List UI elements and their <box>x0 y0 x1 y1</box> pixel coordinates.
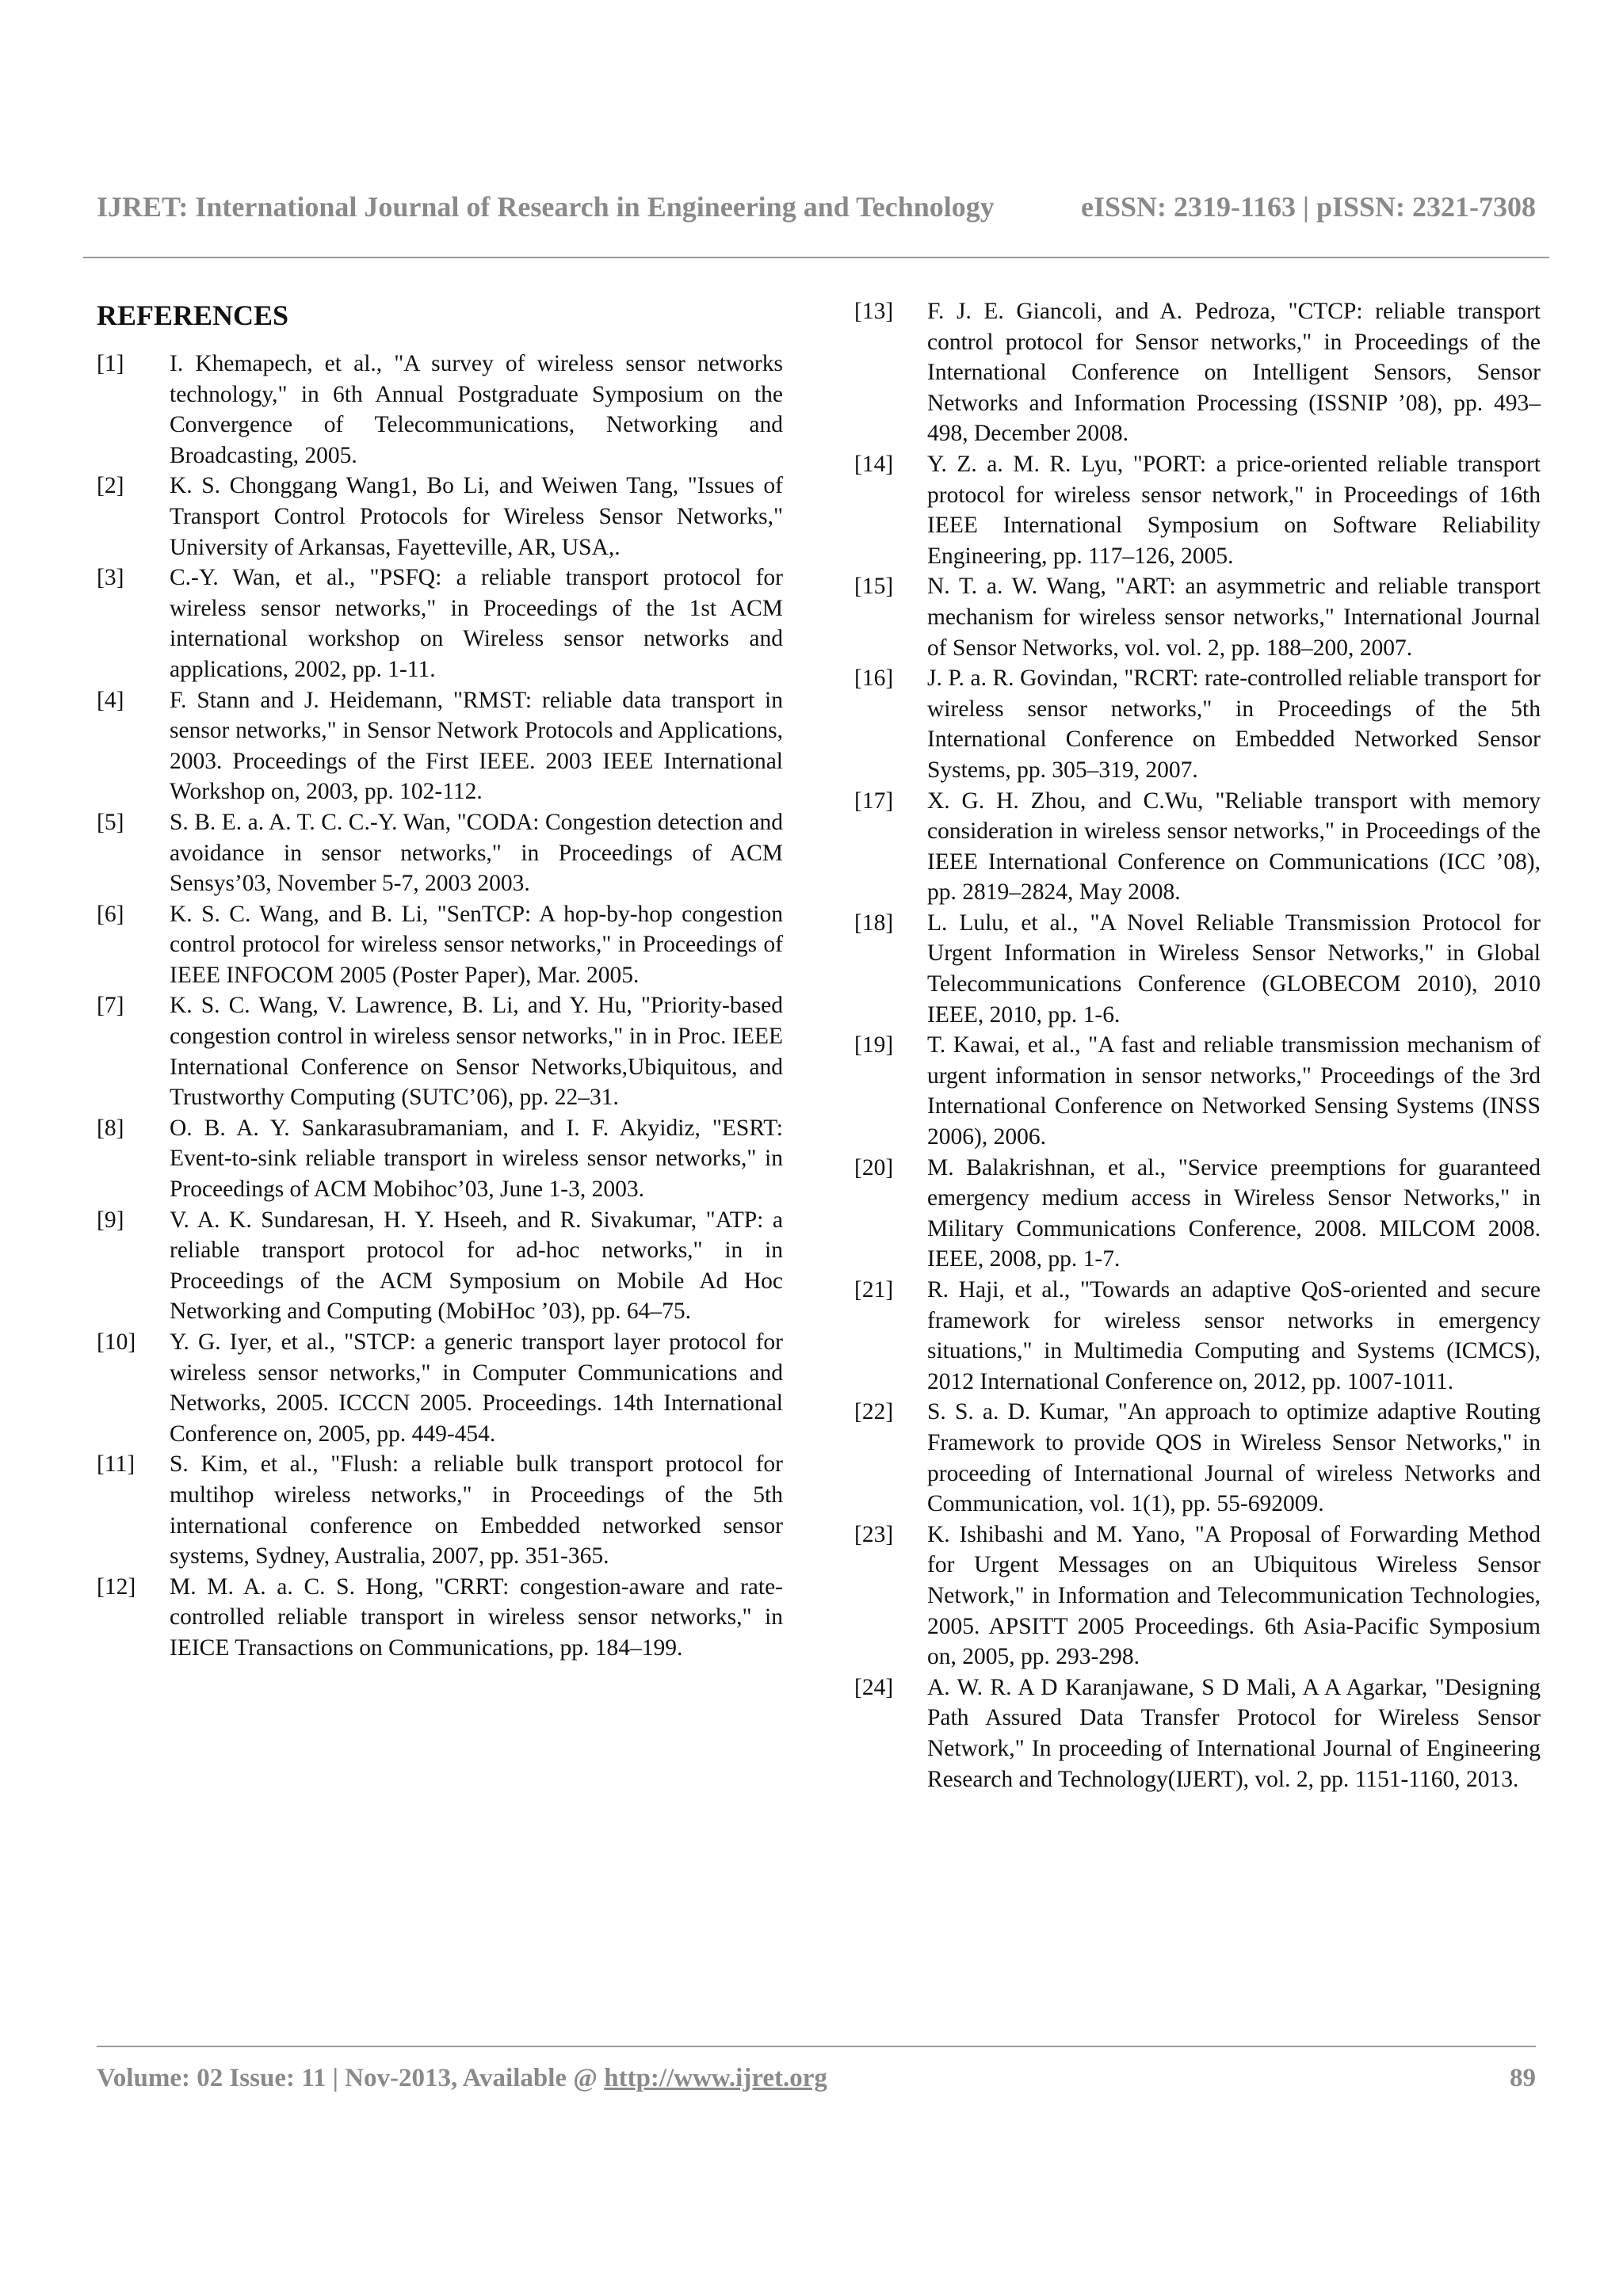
reference-text: K. S. Chonggang Wang1, Bo Li, and Weiwen Tang, "Issues of Transport Control Protocols for Wireless Sensor Networks," University of Arkansas, Fayetteville, AR, USA,. <box>170 473 783 560</box>
reference-text: I. Khemapech, et al., "A survey of wireless sensor networks technology," in 6th Annual Postgraduate Symposium on the Convergence of Telecommunications, Networking and Broadcasting, 2005. <box>170 351 783 468</box>
reference-text: X. G. H. Zhou, and C.Wu, "Reliable transport with memory consideration in wireless sensor networks," in Proceedings of the IEEE International Conference on Communications (ICC ’08), pp. 2819–2824, May 2008. <box>927 788 1541 906</box>
reference-number: [19] <box>854 1032 894 1058</box>
reference-number: [4] <box>97 687 124 713</box>
reference-item <box>97 471 783 563</box>
reference-item <box>854 786 1541 908</box>
reference-item <box>854 449 1541 571</box>
reference-text: F. J. E. Giancoli, and A. Pedroza, "CTCP: reliable transport control protocol for Sensor networks," in Proceedings of the International Conference on Intelligent Sensors, Sensor Networks and Information Processing (ISSNIP ’08), pp. 493– 498, December 2008. <box>927 299 1541 447</box>
reference-text: S. B. E. a. A. T. C. C.-Y. Wan, "CODA: Congestion detection and avoidance in sensor networks," in Proceedings of ACM Sensys’03, November 5-7, 2003 2003. <box>170 809 783 897</box>
footer-divider <box>97 2046 1536 2047</box>
reference-number: [7] <box>97 993 124 1019</box>
journal-link[interactable]: http://www.ijret.org <box>604 2064 827 2092</box>
reference-item <box>854 571 1541 663</box>
reference-number: [23] <box>854 1521 894 1547</box>
reference-text: A. W. R. A D Karanjawane, S D Mali, A A Agarkar, "Designing Path Assured Data Transfer Protocol for Wireless Sensor Network," In proceeding of International Journal of Engineering Research and Technology(IJERT), vol. 2, pp. 1151-1160, 2013. <box>927 1674 1541 1792</box>
reference-number: [13] <box>854 299 894 324</box>
reference-item <box>97 990 783 1112</box>
reference-text: M. M. A. a. C. S. Hong, "CRRT: congestion-aware and rate-controlled reliable transport in wireless sensor networks," in IEICE Transactions on Communications, pp. 184–199. <box>170 1573 783 1661</box>
reference-text: N. T. a. W. Wang, "ART: an asymmetric and reliable transport mechanism for wireless sensor networks," International Journal of Sensor Networks, vol. vol. 2, pp. 188–200, 2007. <box>927 574 1541 661</box>
header-divider <box>83 257 1549 258</box>
reference-number: [9] <box>97 1207 124 1233</box>
reference-item <box>97 899 783 991</box>
reference-list-right <box>854 296 1541 1794</box>
reference-text: Y. Z. a. M. R. Lyu, "PORT: a price-oriented reliable transport protocol for wireless sensor network," in Proceedings of 16th IEEE International Symposium on Software Reliability Engineering, pp. 117–126, 2005. <box>927 451 1541 569</box>
journal-title: IJRET: International Journal of Research in Engineering and Technology <box>97 191 995 223</box>
reference-item <box>97 685 783 807</box>
reference-text: S. S. a. D. Kumar, "An approach to optimize adaptive Routing Framework to provide QOS in Wireless Sensor Networks," in proceeding of International Journal of wireless Networks and Communication, vol. 1(1), pp. 55-692009. <box>927 1399 1541 1517</box>
reference-text: K. S. C. Wang, and B. Li, "SenTCP: A hop-by-hop congestion control protocol for wireless sensor networks," in Proceedings of IEEE INFOCOM 2005 (Poster Paper), Mar. 2005. <box>170 901 783 988</box>
reference-number: [22] <box>854 1399 894 1425</box>
reference-item <box>97 1113 783 1205</box>
reference-item <box>854 1397 1541 1519</box>
page-number: 89 <box>1510 2064 1536 2092</box>
reference-number: [15] <box>854 574 894 600</box>
reference-item <box>97 1327 783 1449</box>
reference-number: [5] <box>97 809 124 835</box>
reference-text: J. P. a. R. Govindan, "RCRT: rate-controlled reliable transport for wireless sensor networks," in Proceedings of the 5th International Conference on Embedded Networked Sensor Systems, pp. 305–319, 2007. <box>927 666 1541 783</box>
reference-item <box>854 1153 1541 1275</box>
section-title: REFERENCES <box>97 299 289 331</box>
right-column <box>854 296 1541 1794</box>
reference-item <box>854 1030 1541 1152</box>
left-column <box>97 299 783 1664</box>
reference-number: [6] <box>97 901 124 927</box>
reference-text: S. Kim, et al., "Flush: a reliable bulk transport protocol for multihop wireless networks," in Proceedings of the 5th international conference on Embedded networked sensor systems, Sydney, Australia, 2007, pp. 351-365. <box>170 1451 783 1569</box>
reference-number: [12] <box>97 1573 136 1600</box>
reference-number: [3] <box>97 565 124 591</box>
reference-text: C.-Y. Wan, et al., "PSFQ: a reliable transport protocol for wireless sensor networks," in Proceedings of the 1st ACM international workshop on Wireless sensor networks and applications, 2002, pp. 1-11. <box>170 565 783 682</box>
reference-text: L. Lulu, et al., "A Novel Reliable Transmission Protocol for Urgent Information in Wireless Sensor Networks," in Global Telecommunications Conference (GLOBECOM 2010), 2010 IEEE, 2010, pp. 1-6. <box>927 910 1541 1028</box>
reference-number: [17] <box>854 788 894 814</box>
reference-number: [24] <box>854 1674 894 1700</box>
reference-item <box>854 296 1541 449</box>
reference-text: V. A. K. Sundaresan, H. Y. Hseeh, and R. Sivakumar, "ATP: a reliable transport protocol for ad-hoc networks," in in Proceedings of the ACM Symposium on Mobile Ad Hoc Networking and Computing (MobiHoc ’03), pp. 64–75. <box>170 1207 783 1325</box>
reference-text: M. Balakrishnan, et al., "Service preemptions for guaranteed emergency medium access in Wireless Sensor Networks," in Military Communications Conference, 2008. MILCOM 2008. IEEE, 2008, pp. 1-7. <box>927 1154 1541 1272</box>
running-header <box>97 190 1536 223</box>
footer-volume <box>97 2064 827 2093</box>
reference-number: [2] <box>97 473 124 499</box>
volume-text: Volume: 02 Issue: 11 | Nov-2013, Available @ <box>97 2064 605 2092</box>
reference-item <box>854 1672 1541 1794</box>
reference-item <box>854 1275 1541 1397</box>
reference-list-left <box>97 349 783 1664</box>
reference-text: Y. G. Iyer, et al., "STCP: a generic transport layer protocol for wireless sensor networks," in Computer Communications and Networks, 2005. ICCCN 2005. Proceedings. 14th International Conference on, 2005, pp. 449-454. <box>170 1329 783 1447</box>
reference-number: [18] <box>854 910 894 936</box>
reference-item <box>97 349 783 471</box>
reference-item <box>97 807 783 899</box>
reference-number: [8] <box>97 1115 124 1141</box>
reference-number: [11] <box>97 1451 136 1478</box>
reference-number: [16] <box>854 666 894 692</box>
reference-text: K. Ishibashi and M. Yano, "A Proposal of Forwarding Method for Urgent Messages on an Ubiquitous Wireless Sensor Network," in Information and Telecommunication Technologies, 2005. APSITT 2005 Proceedings. 6th Asia-Pacific Symposium on, 2005, pp. 293-298. <box>927 1521 1541 1670</box>
issn-text: eISSN: 2319-1163 | pISSN: 2321-7308 <box>1081 191 1536 223</box>
reference-text: F. Stann and J. Heidemann, "RMST: reliable data transport in sensor networks," in Sensor Network Protocols and Applications, 2003. Proceedings of the First IEEE. 2003 IEEE International Workshop on, 2003, pp. 102-112. <box>170 687 783 805</box>
reference-text: R. Haji, et al., "Towards an adaptive QoS-oriented and secure framework for wireless sensor networks in emergency situations," in Multimedia Computing and Systems (ICMCS), 2012 International Conference on, 2012, pp. 1007-1011. <box>927 1277 1541 1394</box>
running-footer <box>97 2064 1536 2093</box>
reference-item <box>97 1205 783 1327</box>
reference-item <box>97 1449 783 1571</box>
reference-number: [1] <box>97 351 124 376</box>
reference-item <box>854 908 1541 1030</box>
reference-number: [21] <box>854 1277 894 1302</box>
reference-number: [20] <box>854 1154 894 1180</box>
reference-item <box>97 563 783 685</box>
reference-text: O. B. A. Y. Sankarasubramaniam, and I. F. Akyidiz, "ESRT: Event-to-sink reliable transport in wireless sensor networks," in Proceedings of ACM Mobihoc’03, June 1-3, 2003. <box>170 1115 783 1203</box>
reference-item <box>854 1520 1541 1672</box>
reference-number: [10] <box>97 1329 136 1355</box>
reference-item <box>854 663 1541 785</box>
reference-item <box>97 1572 783 1664</box>
reference-text: T. Kawai, et al., "A fast and reliable transmission mechanism of urgent information in sensor networks," Proceedings of the 3rd International Conference on Networked Sensing Systems (INSS 2006), 2006. <box>927 1032 1541 1150</box>
reference-number: [14] <box>854 451 894 477</box>
reference-text: K. S. C. Wang, V. Lawrence, B. Li, and Y. Hu, "Priority-based congestion control in wireless sensor networks," in in Proc. IEEE International Conference on Sensor Networks,Ubiquitous, and Trustworthy Computing (SUTC’06), pp. 22–31. <box>170 993 783 1111</box>
